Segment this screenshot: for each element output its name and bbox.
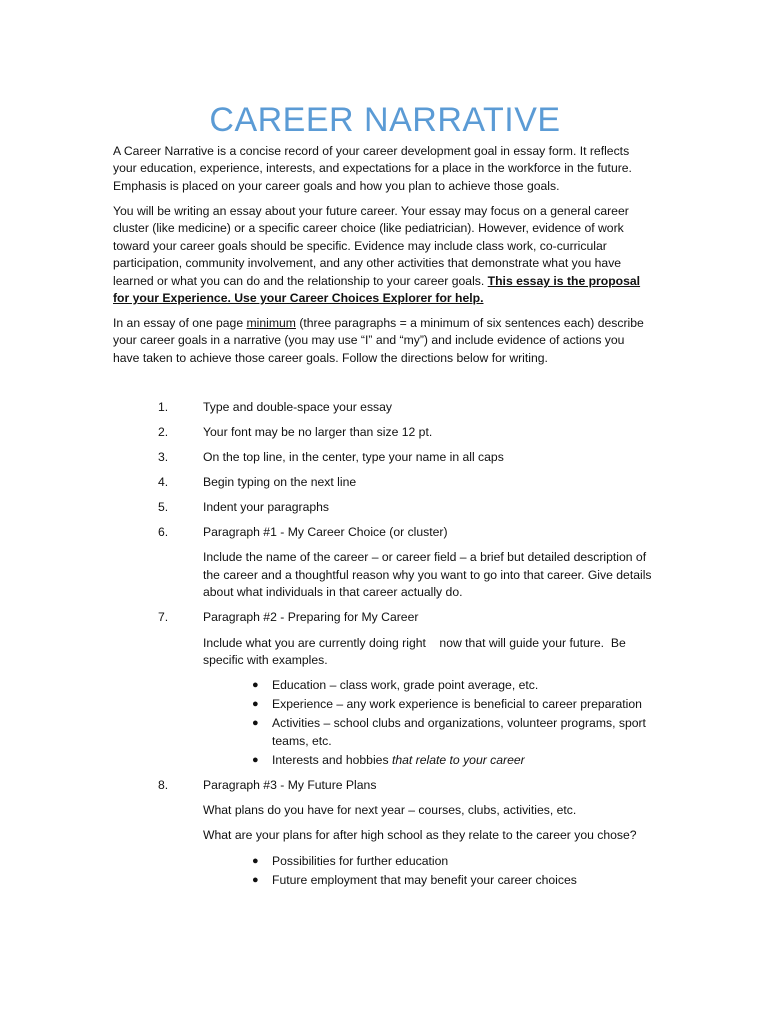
bullet-icon: ● [252, 679, 259, 692]
essay-length-text-before: In an essay of one page [113, 316, 247, 330]
document-title: CAREER NARRATIVE [209, 101, 561, 139]
list-item-text: Type and double-space your essay [203, 400, 393, 414]
bullet-text: Interests and hobbies [272, 752, 392, 767]
bullet-text: Activities – school clubs and organizations, volunteer programs, sport teams, etc. [272, 716, 646, 748]
list-item-text: Indent your paragraphs [203, 500, 330, 514]
bullet-icon: ● [252, 717, 259, 730]
bullet-text: Future employment that may benefit your career choices [272, 872, 577, 887]
list-item-text: Paragraph #3 - My Future Plans [203, 777, 377, 792]
list-item [113, 449, 673, 466]
directions-list [113, 399, 673, 897]
bullet-item [252, 677, 652, 694]
list-item [113, 424, 673, 441]
list-item [113, 609, 673, 769]
list-number: 8. [158, 777, 169, 792]
essay-length-text-after: (three paragraphs = a minimum of six sentences each) describe your career goals in a narrative (you may use “I” and “my”) and include evidence of actions you have taken to achieve those career goals. Follow the directions below for writing. [113, 316, 644, 365]
list-number: 3. [158, 450, 169, 464]
list-item [113, 474, 673, 491]
list-item-text: Paragraph #2 - Preparing for My Career [203, 610, 419, 625]
bullet-text-italic: that relate to your career [391, 752, 525, 767]
list-item [113, 499, 673, 516]
bullet-item [252, 752, 652, 769]
bullet-text: Education – class work, grade point average, etc. [272, 678, 539, 693]
bullet-item [252, 715, 652, 750]
list-item [113, 399, 673, 416]
bullet-item [252, 853, 652, 870]
list-number: 7. [158, 610, 169, 625]
proposal-emphasis: This essay is the proposal for your Experience. Use your Career Choices Explorer for help. [113, 273, 641, 306]
list-item-text: On the top line, in the center, type your name in all caps [203, 450, 504, 464]
list-number: 1. [158, 400, 169, 414]
intro-paragraph: A Career Narrative is a concise record of your career development goal in essay form. It reflects your education, experience, interests, and expectations for a place in the workforce in the future. Emphasis is placed on your career goals and how you plan to achieve those goals. [113, 144, 632, 193]
essay-length-paragraph [113, 315, 653, 367]
list-item [113, 777, 673, 890]
instructions-paragraph [113, 203, 653, 307]
minimum-underlined: minimum [246, 316, 296, 330]
list-number: 2. [158, 425, 169, 439]
list-item-text: Your font may be no larger than size 12 pt. [203, 425, 433, 439]
bullet-text: Possibilities for further education [272, 853, 449, 868]
instructions-text: You will be writing an essay about your future career. Your essay may focus on a general career cluster (like medicine) or a specific career choice (like pediatrician). However, evidence of work toward your career goals should be specific. Evidence may include class work, co-curricular participation, community involvement, and any other activities that demonstrate what you have learned or what you can do and the relationship to your career goals. [113, 204, 629, 288]
bullet-icon: ● [252, 873, 259, 886]
list-item-text: Begin typing on the next line [203, 475, 357, 489]
bullet-item [252, 872, 652, 889]
bullet-text: Experience – any work experience is beneficial to career preparation [272, 697, 642, 712]
paragraph-3-bullets [113, 853, 673, 889]
list-item-text: Paragraph #1 - My Career Choice (or cluster) [203, 525, 448, 539]
paragraph-2-detail: Include what you are currently doing right now that will guide your future. Be specific with examples. [203, 635, 630, 668]
list-number: 6. [158, 525, 169, 539]
list-number: 5. [158, 500, 169, 514]
paragraph-2-bullets [113, 677, 673, 769]
list-item [113, 524, 673, 602]
paragraph-3-detail-2: What are your plans for after high school as they relate to the career you chose? [203, 828, 637, 843]
bullet-item [252, 696, 652, 713]
paragraph-1-detail: Include the name of the career – or career field – a brief but detailed description of the career and a thoughtful reason why you want to go into that career. Give details about what individuals in that career actually do. [203, 550, 652, 600]
paragraph-3-detail-1: What plans do you have for next year – courses, clubs, activities, etc. [203, 802, 577, 817]
bullet-icon: ● [252, 698, 259, 711]
bullet-icon: ● [252, 854, 259, 867]
list-number: 4. [158, 475, 169, 489]
bullet-icon: ● [252, 753, 259, 766]
